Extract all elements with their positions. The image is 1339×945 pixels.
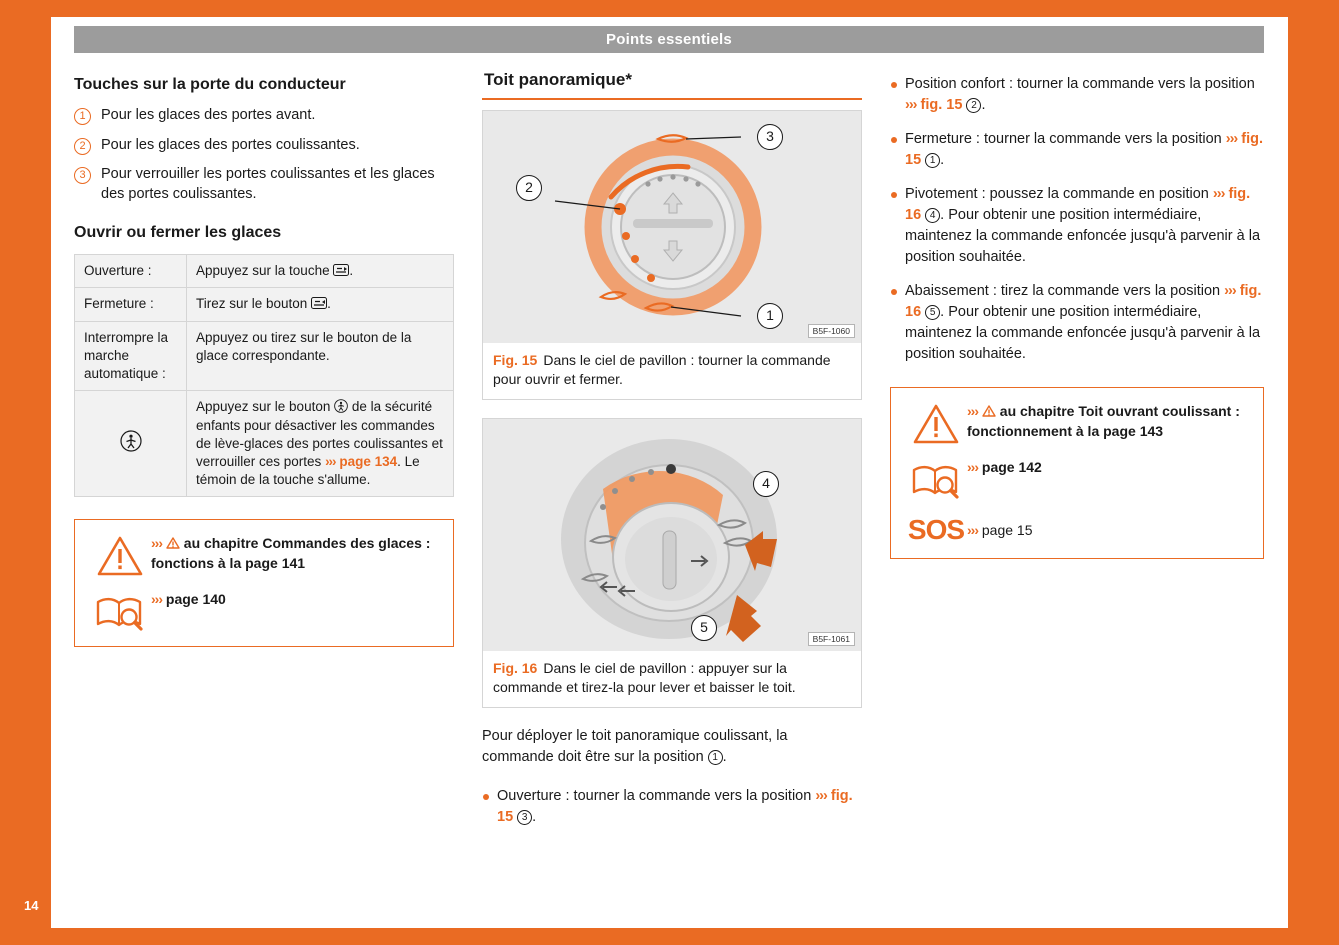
note-label: au chapitre Toit ouvrant coulissant : fonctionnement à la page 143 [967,403,1240,439]
figure-code: B5F-1061 [808,632,855,646]
cell-text: Appuyez sur la touche [196,263,334,279]
figure-marker-2: 2 [516,175,542,201]
reference-chevrons: ››› [151,591,162,608]
note-label: au chapitre Commandes des glaces : fonctions à la page 141 [151,535,431,572]
heading-open-close-windows: Ouvrir ou fermer les glaces [74,224,282,242]
cell-text: Appuyez sur le bouton [196,399,335,415]
inline-callout: 5 [925,305,940,320]
note-text [967,458,1042,478]
roof-tilt-diagram [483,419,861,651]
figure-16-image [483,419,861,651]
table-cell-value [187,255,454,288]
figure-caption-text: Dans le ciel de pavillon : tourner la commande pour ouvrir et fermer. [493,352,831,387]
table-row [75,288,454,321]
bullet-text: Pivotement : poussez la commande en position [905,186,1213,203]
sos-icon [905,514,967,544]
list-item [74,136,454,156]
list-item-text: Pour verrouiller les portes coulissantes et les glaces des portes coulissantes. [101,166,435,202]
note-text [967,402,1249,441]
reference-chevrons: ››› [1224,283,1236,300]
figure-marker-5: 5 [691,615,717,641]
reference-chevrons: ››› [905,97,917,114]
sos-label: SOS [907,514,965,546]
list-item [890,281,1264,365]
bullet-text: Fermeture : tourner la commande vers la position [905,131,1226,148]
list-item-text: Pour les glaces des portes coulissantes. [101,136,360,153]
figure-reference: fig. 15 [905,131,1264,169]
warning-triangle-icon [905,402,967,444]
table-cell-value: Appuyez ou tirez sur le bouton de la glace correspondante. [187,321,454,391]
table-cell-value [187,288,454,321]
bullet-text: Ouverture : tourner la commande vers la position [497,787,816,804]
figure-reference: fig. 15 [920,97,963,114]
note-label: page 140 [165,591,226,608]
reference-chevrons: ››› [967,403,978,420]
child-lock-icon [120,440,142,455]
figure-reference: fig. 16 [905,186,1251,224]
bullet-tail: . [940,152,945,169]
note-row-warning [905,402,1249,444]
column-middle [482,70,862,841]
note-box-right [890,387,1264,559]
table-cell-value [187,391,454,497]
heading-panoramic-roof: Toit panoramique* [482,70,862,100]
header-title: Points essentiels [606,31,732,48]
list-item-text: Pour les glaces des portes avant. [101,107,316,123]
figure-label: Fig. 15 [493,352,538,368]
inline-callout: 4 [925,208,940,223]
door-buttons-list [74,106,454,204]
table-row [75,255,454,288]
warning-triangle-inline-icon [982,403,996,419]
table-cell-key-icon [75,391,187,497]
page-reference: page 134 [339,454,398,469]
table-cell-key: Ouverture : [75,255,187,288]
callout-number: 3 [74,167,91,184]
paragraph-deploy-roof [482,726,862,768]
reference-chevrons: ››› [967,459,978,476]
page-number: 14 [24,898,39,913]
bullet-tail: . Pour obtenir une position intermédiaire, maintenez la commande enfoncée jusqu'à parvenir à la position souhaitée. [905,304,1261,363]
figure-code: B5F-1060 [808,324,855,338]
callout-number: 1 [74,108,91,125]
list-item [482,786,862,828]
page-header [74,26,1264,53]
reference-chevrons: ››› [967,522,978,539]
figure-marker-4: 4 [753,471,779,497]
figure-marker-1: 1 [757,303,783,329]
bullet-text: Position confort : tourner la commande vers la position [905,76,1255,92]
book-magnifier-icon [905,458,967,500]
note-row-book [89,590,439,632]
cell-text: . Le témoin de la touche s'allume. [196,454,420,488]
note-row-warning [89,534,439,576]
note-text [151,534,439,573]
note-row-book [905,458,1249,500]
note-box-left [74,519,454,647]
figure-16 [482,418,862,708]
warning-triangle-icon [89,534,151,576]
inline-callout: 3 [517,810,532,825]
list-item [890,184,1264,268]
windows-table [74,254,454,497]
list-item [890,74,1264,116]
bullet-list-right [890,74,1264,365]
figure-15-caption [483,343,861,399]
table-cell-key: Interrompre la marche automatique : [75,321,187,391]
callout-number: 2 [74,138,91,155]
figure-15-image [483,111,861,343]
bullet-tail: . [981,97,986,114]
window-open-icon [333,263,349,278]
figure-marker-3: 3 [757,124,783,150]
table-row [75,321,454,391]
column-left [74,70,454,841]
table-row [75,391,454,497]
table-cell-key: Fermeture : [75,288,187,321]
content-columns [74,70,1264,841]
child-lock-icon [334,399,348,414]
inline-callout: 1 [925,153,940,168]
paragraph-text: Pour déployer le toit panoramique coulissant, la commande doit être sur la position [482,727,788,765]
cell-text: Tirez sur le bouton [196,296,312,312]
reference-chevrons: ››› [815,787,827,804]
window-close-icon [311,296,327,311]
cell-text: de la sécurité enfants pour désactiver les commandes de lève-glaces des portes coulissantes et verrouiller ces portes [196,399,443,469]
figure-caption-text: Dans le ciel de pavillon : appuyer sur la commande et tirez-la pour lever et baisser le toit. [493,659,796,695]
note-text [967,514,1033,541]
heading-door-buttons: Touches sur la porte du conducteur [74,76,346,93]
figure-reference: fig. 15 [497,787,853,825]
figure-label: Fig. 16 [493,659,538,676]
figure-16-caption [483,651,861,707]
inline-callout: 2 [966,98,981,113]
list-item [74,106,454,126]
note-label: page 15 [981,522,1033,539]
note-label: page 142 [981,459,1042,476]
cell-tail: . [349,263,354,279]
bullet-list-middle [482,786,862,828]
inline-callout-1: 1 [708,750,723,765]
reference-chevrons: ››› [1212,186,1225,203]
reference-chevrons: ››› [325,454,336,469]
column-right [890,70,1264,841]
figure-15 [482,110,862,400]
note-text [151,590,226,610]
warning-triangle-inline-icon [166,535,180,551]
list-item [74,165,454,204]
bullet-text: Abaissement : tirez la commande vers la position [905,283,1225,300]
cell-tail: . [327,296,331,312]
list-item [890,129,1264,171]
reference-chevrons: ››› [151,535,162,552]
figure-reference: fig. 16 [905,283,1262,321]
roof-control-diagram [483,111,861,343]
reference-chevrons: ››› [1225,131,1238,148]
book-magnifier-icon [89,590,151,632]
bullet-tail: . Pour obtenir une position intermédiaire, maintenez la commande enfoncée jusqu'à parvenir à la position souhaitée. [905,207,1261,266]
paragraph-tail: . [722,748,727,765]
bullet-tail: . [532,808,537,825]
note-row-sos [905,514,1249,544]
